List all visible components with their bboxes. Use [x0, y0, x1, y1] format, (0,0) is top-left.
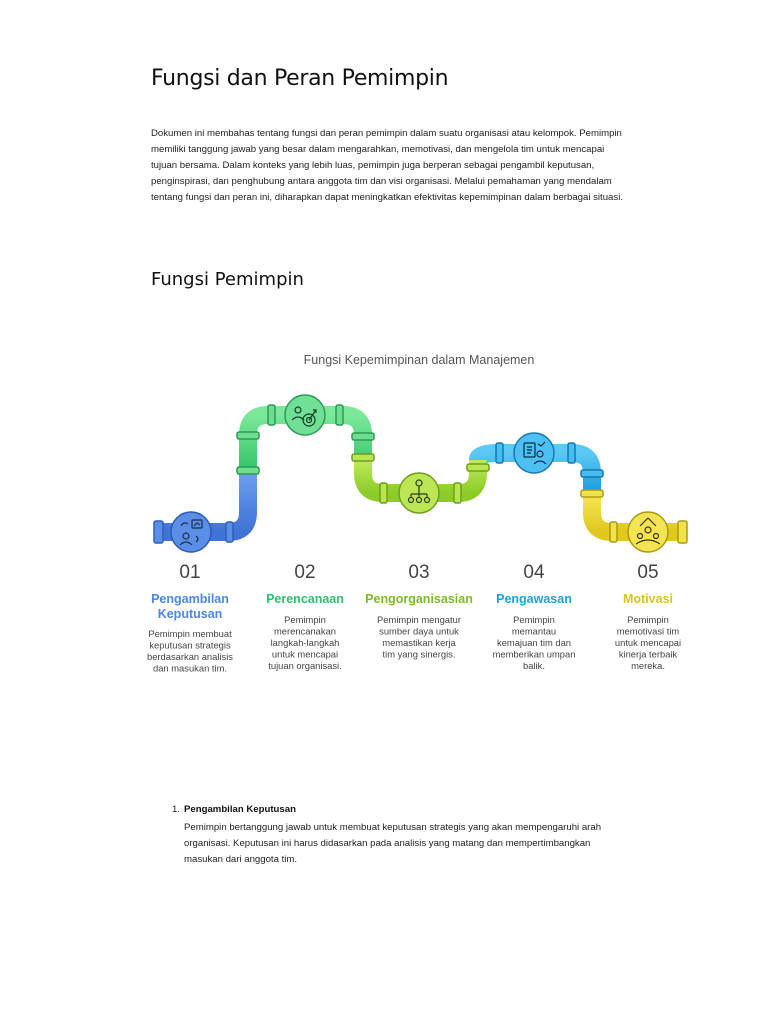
- step-description: merencanakan: [273, 625, 337, 637]
- step-description: mereka.: [631, 660, 665, 671]
- step-title: Keputusan: [157, 607, 223, 621]
- list-item-number: 1.: [172, 804, 181, 815]
- list-item-title: Pengambilan Keputusan: [184, 804, 296, 815]
- step-description: memastikan kerja: [382, 637, 456, 648]
- step-description: kinerja terbaik: [618, 648, 678, 660]
- step-number: 03: [408, 562, 430, 583]
- step-description: tim yang sinergis.: [382, 648, 456, 660]
- page-title: Fungsi dan Peran Pemimpin: [151, 66, 449, 91]
- step-number: 05: [637, 562, 659, 583]
- intro-paragraph: Dokumen ini membahas tentang fungsi dan peran pemimpin dalam suatu organisasi atau kelompok. Pemimpin memiliki tanggung jawab yang besar dalam mengarahkan, memotivasi, dan mengelola tim untuk mencapai tujuan bersama. Dalam konteks yang lebih luas, pemimpin juga berperan sebagai pengambil keputusan, penginspirasi, dan penghubung antara anggota tim dan visi organisasi. Melalui pemahaman yang mendalam tentang fungsi dan peran ini, diharapkan dapat meningkatkan efektivitas kepemimpinan dalam berbagai situasi.: [151, 128, 623, 203]
- clipboard-monitor-icon: [514, 433, 554, 473]
- step-description: untuk mencapai: [614, 637, 682, 648]
- section-heading: Fungsi Pemimpin: [151, 269, 304, 290]
- step-description: Pemimpin: [284, 614, 326, 625]
- org-chart-icon: [399, 473, 439, 513]
- list-item-description: Pemimpin bertanggung jawab untuk membuat keputusan strategis yang akan mempengaruhi arah organisasi. Keputusan ini harus didasarkan pada analisis yang matang dan mempertimbangkan masukan dari anggota tim.: [184, 822, 602, 865]
- team-motivation-icon: [628, 512, 668, 552]
- step-description: berdasarkan analisis: [147, 651, 233, 662]
- step-description: keputusan strategis: [149, 639, 231, 651]
- step-description: Pemimpin mengatur: [377, 614, 461, 625]
- step-description: kemajuan tim dan: [497, 637, 571, 648]
- step-description: dan masukan tim.: [153, 662, 227, 674]
- decision-icon: [171, 512, 211, 552]
- step-description: tujuan organisasi.: [268, 660, 342, 671]
- step-number: 01: [179, 562, 201, 583]
- step-description: untuk mencapai: [271, 648, 339, 660]
- step-description: Pemimpin: [627, 614, 669, 625]
- diagram-title: Fungsi Kepemimpinan dalam Manajemen: [303, 353, 535, 367]
- step-description: Pemimpin: [513, 614, 555, 625]
- step-description: memotivasi tim: [616, 625, 680, 637]
- step-description: memberikan umpan: [492, 648, 576, 660]
- step-description: Pemimpin membuat: [148, 628, 232, 639]
- step-title: Motivasi: [622, 592, 674, 606]
- step-title: Perencanaan: [266, 592, 344, 606]
- step-number: 04: [523, 562, 545, 583]
- leadership-pipeline-diagram: [0, 340, 768, 690]
- step-title: Pengambilan: [151, 592, 229, 606]
- step-description: langkah-langkah: [270, 637, 340, 648]
- step-number: 02: [294, 562, 316, 583]
- step-title: Pengawasan: [496, 592, 572, 606]
- step-title: Pengorganisasian: [365, 592, 473, 606]
- step-description: balik.: [523, 660, 545, 671]
- target-planning-icon: [285, 395, 325, 435]
- step-description: memantau: [511, 625, 557, 637]
- step-description: sumber daya untuk: [379, 625, 459, 637]
